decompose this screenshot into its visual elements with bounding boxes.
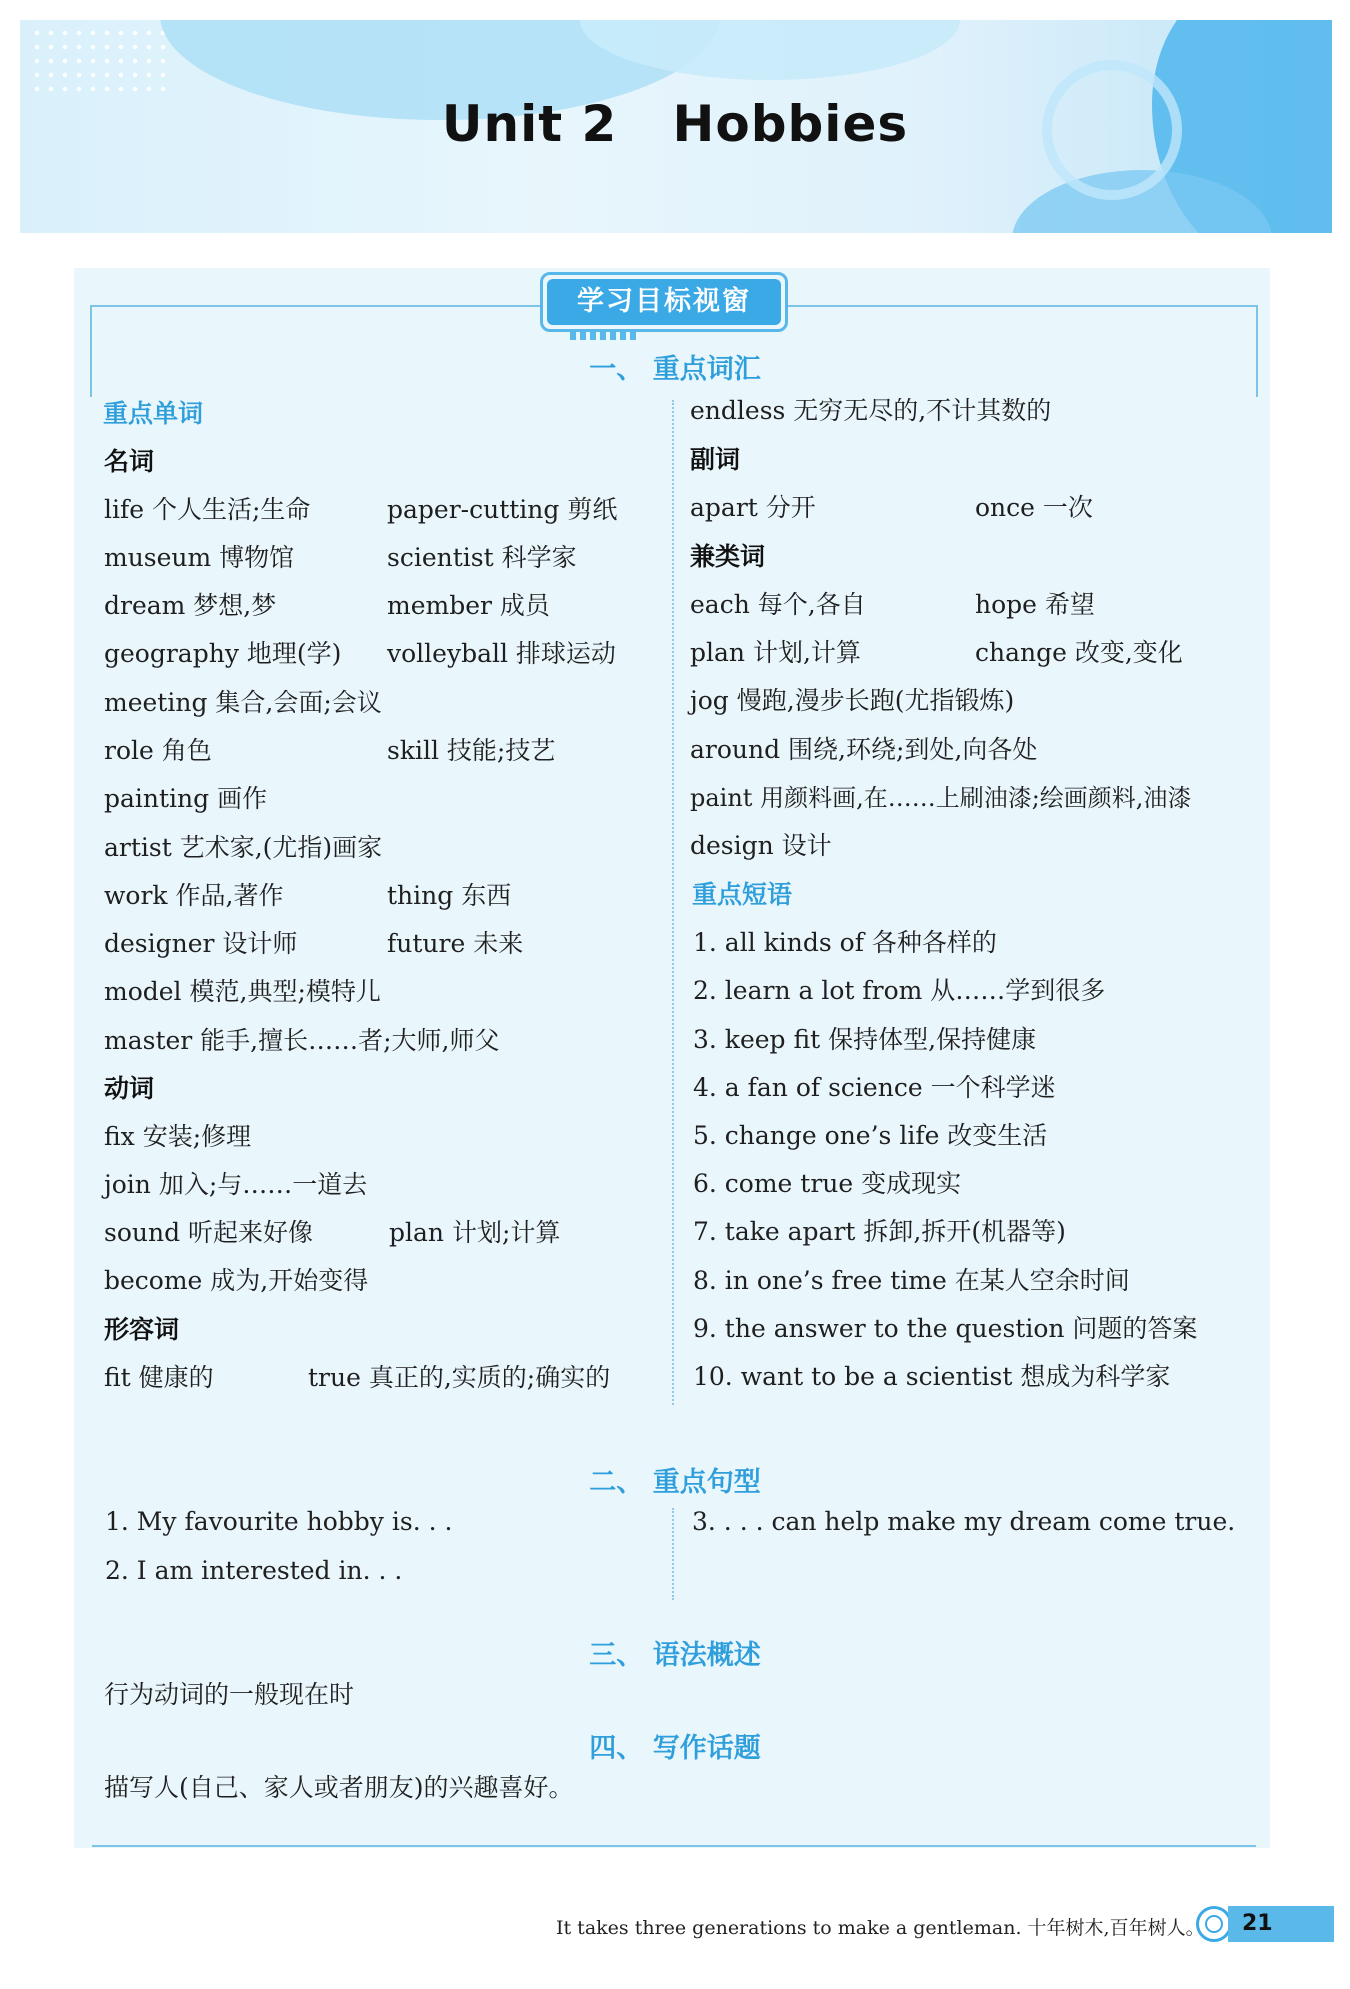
word-entry: plan 计划;计算 [389,1218,561,1247]
sentence-item: 2. I am interested in. . . [105,1556,403,1585]
section-badge [540,272,788,332]
key-phrases-subheading: 重点短语 [692,880,793,909]
word-entry: skill 技能;技艺 [387,736,556,765]
word-entry: true 真正的,实质的;确实的 [308,1363,611,1392]
word-entry: apart 分开 [690,493,816,522]
word-entry: painting 画作 [104,784,268,813]
panel-frame-bottom [92,1805,1256,1847]
word-entry: thing 东西 [387,881,512,910]
section-title-sentences: 二、 重点句型 [589,1467,761,1498]
section-title-grammar: 三、 语法概述 [589,1640,761,1671]
page-number: 21 [1228,1906,1334,1942]
unit-title: Unit 2 Hobbies [441,95,909,153]
word-entry: work 作品,著作 [104,881,284,910]
adverb-heading: 副词 [690,445,741,474]
word-entry: role 角色 [104,736,212,765]
word-entry: artist 艺术家,(尤指)画家 [104,833,383,862]
word-entry: once 一次 [975,493,1093,522]
word-entry: meeting 集合,会面;会议 [104,688,382,717]
word-entry: designer 设计师 [104,929,298,958]
word-entry: paper-cutting 剪纸 [387,495,618,524]
word-entry: member 成员 [387,591,550,620]
phrase-item: 2. learn a lot from 从……学到很多 [693,976,1106,1005]
phrase-item: 5. change one’s life 改变生活 [693,1121,1048,1150]
word-entry: design 设计 [690,831,832,860]
grammar-text: 行为动词的一般现在时 [104,1680,355,1709]
column-divider [672,400,674,1405]
sentence-item: 3. . . . can help make my dream come true. [692,1507,1236,1536]
word-entry: sound 听起来好像 [104,1218,314,1247]
word-entry: become 成为,开始变得 [104,1266,369,1295]
footer-motto: It takes three generations to make a gentleman. 十年树木,百年树人。 [556,1917,1205,1939]
section-title-vocabulary: 一、 重点词汇 [589,354,761,385]
word-entry: join 加入;与……一道去 [104,1170,368,1199]
word-entry: future 未来 [387,929,524,958]
noun-heading: 名词 [104,447,155,476]
badge-arrow-decoration [570,330,640,340]
word-entry: fit 健康的 [104,1363,214,1392]
section-title-writing: 四、 写作话题 [589,1733,761,1764]
word-entry: model 模范,典型;模特儿 [104,977,381,1006]
verb-heading: 动词 [104,1074,155,1103]
phrase-item: 6. come true 变成现实 [693,1169,962,1198]
dot-pattern-decoration [30,26,170,96]
word-entry: dream 梦想,梦 [104,591,277,620]
phrase-item: 8. in one’s free time 在某人空余时间 [693,1266,1130,1295]
multi-class-heading: 兼类词 [690,542,766,571]
word-entry: geography 地理(学) [104,639,342,668]
writing-topic-text: 描写人(自己、家人或者朋友)的兴趣喜好。 [104,1773,574,1802]
badge-label: 学习目标视窗 [547,279,781,325]
word-entry: jog 慢跑,漫步长跑(尤指锻炼) [690,686,1015,715]
key-words-subheading: 重点单词 [103,399,204,428]
word-entry: fix 安装;修理 [104,1122,252,1151]
phrase-item: 3. keep fit 保持体型,保持健康 [693,1025,1037,1054]
word-entry: museum 博物馆 [104,543,295,572]
word-entry: endless 无穷无尽的,不计其数的 [690,396,1052,425]
target-circle-icon [1196,1906,1232,1942]
word-entry: life 个人生活;生命 [104,495,311,524]
sentence-item: 1. My favourite hobby is. . . [105,1507,453,1536]
phrase-item: 1. all kinds of 各种各样的 [693,928,997,957]
word-entry: change 改变,变化 [975,638,1183,667]
word-entry: each 每个,各自 [690,590,866,619]
word-entry: volleyball 排球运动 [387,639,616,668]
word-entry: hope 希望 [975,590,1095,619]
phrase-item: 7. take apart 拆卸,拆开(机器等) [693,1217,1066,1246]
adjective-heading: 形容词 [104,1315,180,1344]
phrase-item: 10. want to be a scientist 想成为科学家 [693,1362,1171,1391]
word-entry: scientist 科学家 [387,543,577,572]
word-entry: master 能手,擅长……者;大师,师父 [104,1026,500,1055]
column-divider [672,1508,674,1600]
phrase-item: 4. a fan of science 一个科学迷 [693,1073,1056,1102]
word-entry: plan 计划,计算 [690,638,861,667]
word-entry: paint 用颜料画,在……上刷油漆;绘画颜料,油漆 [690,784,1192,812]
word-entry: around 围绕,环绕;到处,向各处 [690,735,1038,764]
phrase-item: 9. the answer to the question 问题的答案 [693,1314,1198,1343]
